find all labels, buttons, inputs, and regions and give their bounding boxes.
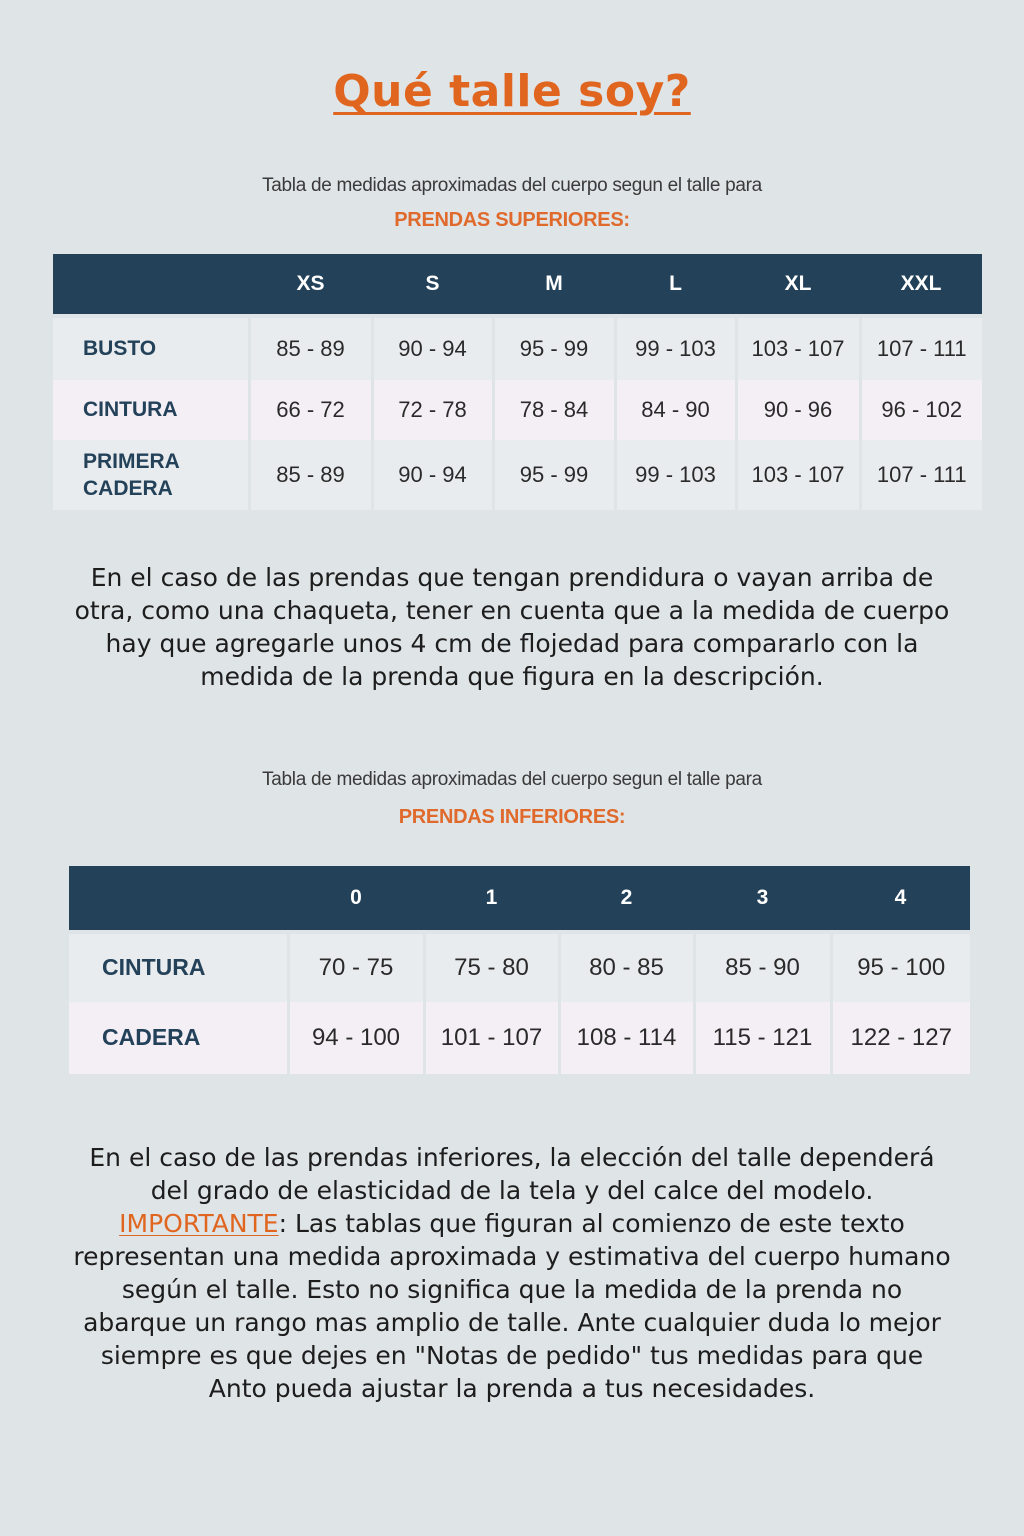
header-cell: 0 [288,866,424,930]
lower-size-table [69,866,970,1074]
slack-note-paragraph: En el caso de las prendas que tengan prendidura o vayan arriba de otra, como una chaqueta, tener en cuenta que a la medida de cuerpo hay que agregarle unos 4 cm de flojedad para compararlo con la medida de la prenda que figura en la descripción. [74,563,950,691]
table-cell: 101 - 107 [424,1002,559,1074]
header-cell: 4 [831,866,970,930]
upper-table-subtitle: PRENDAS SUPERIORES: [394,209,630,231]
header-cell: 3 [694,866,831,930]
table-cell: 72 - 78 [372,380,493,440]
table-cell: 103 - 107 [736,440,860,510]
row-label-line: PRIMERA [83,449,180,473]
page-title: Qué talle soy? [333,66,691,117]
lower-table-subtitle: PRENDAS INFERIORES: [398,806,626,828]
header-cell: L [615,254,736,314]
row-label: CINTURA [69,934,288,1002]
table-cell: 70 - 75 [288,934,424,1002]
important-note: : Las tablas que figuran al comienzo de este texto representan una medida aproximada y estimativa del cuerpo humano según el talle. Esto no significa que la medida de la prenda no abarque un rango mas amplio de talle. Ante cualquier duda lo mejor siempre es que dejes en "Notas de pedido" tus medidas para que Anto pueda ajustar la prenda a tus necesidades. [73,1209,951,1403]
row-label-line: CADERA [83,477,173,500]
table-row [53,380,982,440]
table-cell: 78 - 84 [493,380,615,440]
table-row [69,934,970,1002]
table-cell: 94 - 100 [288,1002,424,1074]
table-cell: 95 - 100 [831,934,970,1002]
table-cell: 99 - 103 [615,440,736,510]
header-cell: M [493,254,615,314]
table-header-row [53,254,982,314]
row-label [53,440,249,510]
table-cell: 80 - 85 [559,934,694,1002]
table-cell: 84 - 90 [615,380,736,440]
table-cell: 90 - 96 [736,380,860,440]
table-cell: 108 - 114 [559,1002,694,1074]
table-cell: 99 - 103 [615,318,736,380]
table-cell: 95 - 99 [493,440,615,510]
header-cell: 2 [559,866,694,930]
table-cell: 66 - 72 [249,380,372,440]
header-cell [53,254,249,314]
row-label: BUSTO [53,318,249,380]
table-cell: 85 - 89 [249,318,372,380]
upper-size-table [53,254,982,510]
table-cell: 90 - 94 [372,318,493,380]
header-cell [69,866,288,930]
row-label: CINTURA [53,380,249,440]
table-row [69,1002,970,1074]
table-cell: 95 - 99 [493,318,615,380]
lower-table-caption: Tabla de medidas aproximadas del cuerpo segun el talle para [262,769,762,790]
upper-table-caption: Tabla de medidas aproximadas del cuerpo segun el talle para [262,175,762,196]
header-cell: XS [249,254,372,314]
table-cell: 115 - 121 [694,1002,831,1074]
table-row [53,440,982,510]
lower-fit-note: En el caso de las prendas inferiores, la elección del talle dependerá del grado de elasticidad de la tela y del calce del modelo. [89,1143,935,1205]
row-label: CADERA [69,1002,288,1074]
header-cell: XL [736,254,860,314]
header-cell: 1 [424,866,559,930]
table-cell: 75 - 80 [424,934,559,1002]
table-cell: 90 - 94 [372,440,493,510]
header-cell: XXL [860,254,982,314]
table-header-row [69,866,970,930]
table-cell: 107 - 111 [860,440,982,510]
table-cell: 85 - 90 [694,934,831,1002]
header-cell: S [372,254,493,314]
important-label: IMPORTANTE [119,1209,279,1238]
table-cell: 85 - 89 [249,440,372,510]
table-row [53,318,982,380]
table-cell: 122 - 127 [831,1002,970,1074]
table-cell: 103 - 107 [736,318,860,380]
table-cell: 107 - 111 [860,318,982,380]
notes-paragraph [70,1141,954,1405]
table-cell: 96 - 102 [860,380,982,440]
